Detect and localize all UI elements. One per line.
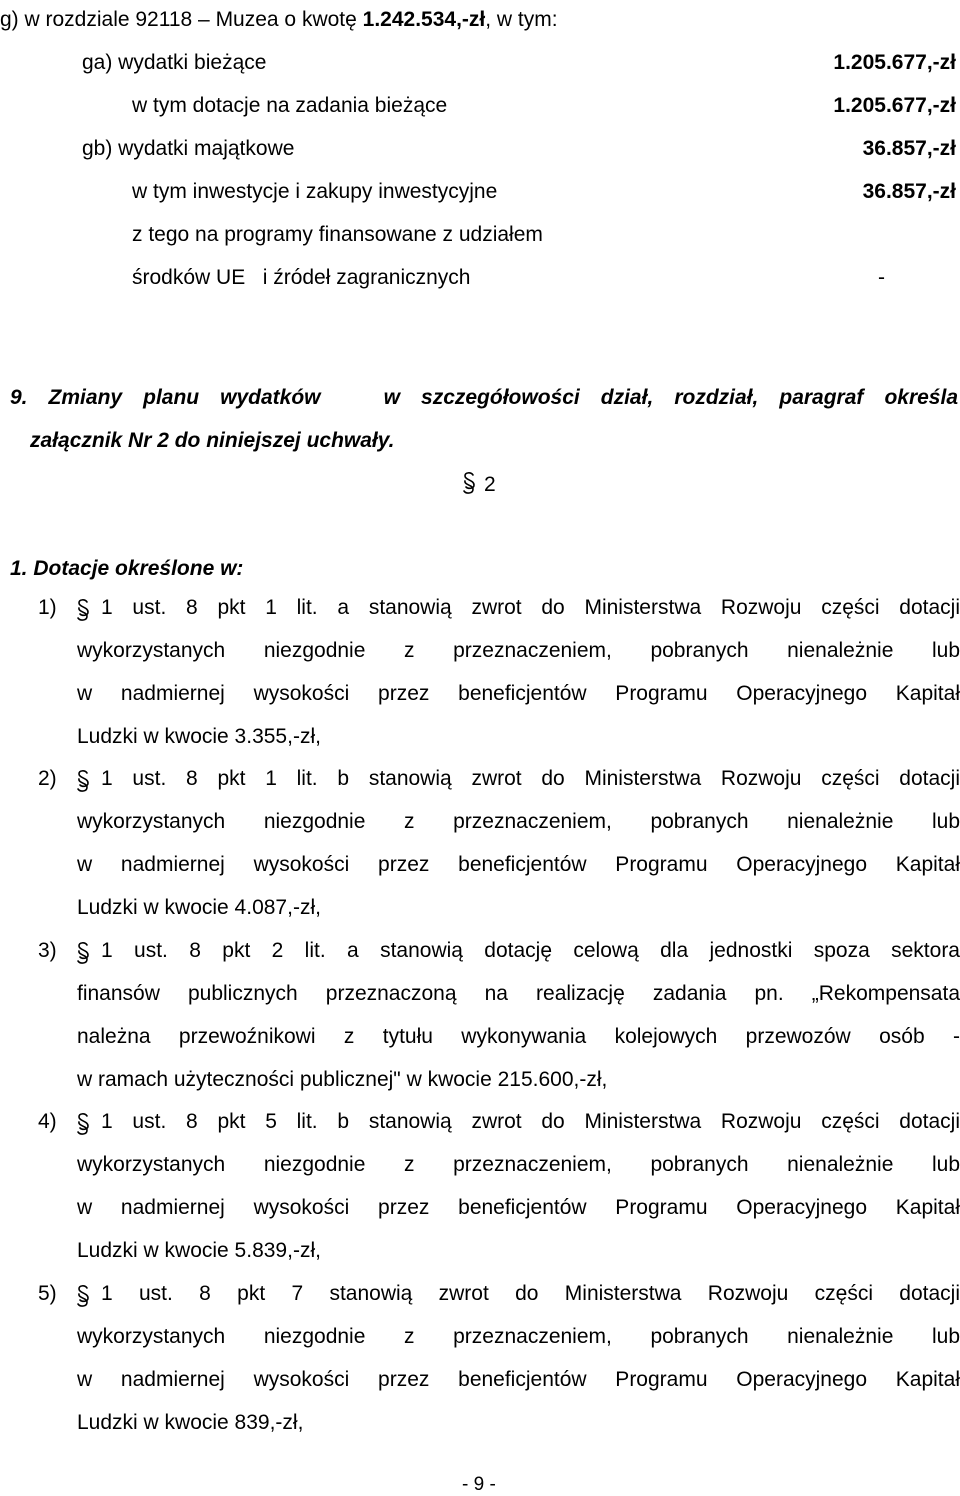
item-number: 2) [38,767,57,790]
item-last-line: Ludzki w kwocie 839,-zł, [77,1410,304,1434]
section-sign-icon [76,769,90,793]
item-line: 1 ust. 8 pkt 1 lit. b stanowią zwrot do Ministerstwa Rozwoju części dotacji [101,767,960,790]
item-line: w nadmiernej wysokości przez beneficjentów Programu Operacyjnego Kapitał [77,681,960,705]
item-line: w nadmiernej wysokości przez beneficjentów Programu Operacyjnego Kapitał [77,852,960,876]
item-last-line: Ludzki w kwocie 3.355,-zł, [77,724,321,748]
item-line: wykorzystanych niezgodnie z przeznaczeniem, pobranych nienależnie lub [77,1324,960,1348]
row-label: z tego na programy finansowane z udziałem [132,223,543,246]
item-line: finansów publicznych przeznaczoną na realizację zadania pn. „Rekompensata [77,981,960,1005]
item-line: w nadmiernej wysokości przez beneficjentów Programu Operacyjnego Kapitał [77,1367,960,1391]
chapter-suffix: , w tym: [485,8,558,31]
item-line: 1 ust. 8 pkt 7 stanowią zwrot do Ministerstwa Rozwoju części dotacji [101,1282,960,1305]
item-last-line: Ludzki w kwocie 5.839,-zł, [77,1238,321,1262]
section-sign-icon [76,1284,90,1308]
item-line: wykorzystanych niezgodnie z przeznaczeniem, pobranych nienależnie lub [77,1152,960,1176]
item-number: 1) [38,596,57,619]
row-value: 1.205.677,-zł [833,94,956,117]
row-label: w tym dotacje na zadania bieżące [132,94,448,117]
row-label: gb) wydatki majątkowe [82,137,295,160]
item-last-line: w ramach użyteczności publicznej" w kwocie 215.600,-zł, [77,1067,608,1091]
row-value: 1.205.677,-zł [833,51,956,74]
chapter-prefix: g) w rozdziale 92118 – Muzea o kwotę [0,8,363,31]
item-number: 5) [38,1282,57,1305]
row-label: środków UE i źródeł zagranicznych [132,266,471,289]
section-heading [462,471,496,501]
item-last-line: Ludzki w kwocie 4.087,-zł, [77,895,321,919]
item-line: 1 ust. 8 pkt 1 lit. a stanowią zwrot do Ministerstwa Rozwoju części dotacji [101,596,960,619]
item-line: 1 ust. 8 pkt 2 lit. a stanowią dotację celową dla jednostki spoza sektora [101,939,960,962]
item-line: w nadmiernej wysokości przez beneficjentów Programu Operacyjnego Kapitał [77,1195,960,1219]
item-line: wykorzystanych niezgodnie z przeznaczeniem, pobranych nienależnie lub [77,638,960,662]
row-label: w tym inwestycje i zakupy inwestycyjne [132,180,498,203]
page-number: - 9 - [462,1474,496,1495]
item-line: należna przewoźnikowi z tytułu wykonywania kolejowych przewozów osób - [77,1024,960,1048]
section-sign-icon [76,1112,90,1136]
dotacje-heading: 1. Dotacje określone w: [10,557,244,580]
section-sign-icon [462,471,476,501]
item-line: wykorzystanych niezgodnie z przeznaczeniem, pobranych nienależnie lub [77,809,960,833]
item-line: 1 ust. 8 pkt 5 lit. b stanowią zwrot do Ministerstwa Rozwoju części dotacji [101,1110,960,1133]
chapter-line [0,8,558,32]
row-label: ga) wydatki bieżące [82,51,267,74]
row-value: - [878,266,885,289]
point9-line1: 9. Zmiany planu wydatków w szczegółowości dział, rozdział, paragraf określa [10,386,958,409]
section-sign-icon [76,941,90,965]
point9-line2: załącznik Nr 2 do niniejszej uchwały. [30,429,395,452]
row-value: 36.857,-zł [862,180,956,203]
item-number: 4) [38,1110,57,1133]
item-number: 3) [38,939,57,962]
section-sign-icon [76,598,90,622]
chapter-amount: 1.242.534,-zł [362,8,486,31]
section-number: 2 [484,473,496,496]
row-value: 36.857,-zł [862,137,956,160]
